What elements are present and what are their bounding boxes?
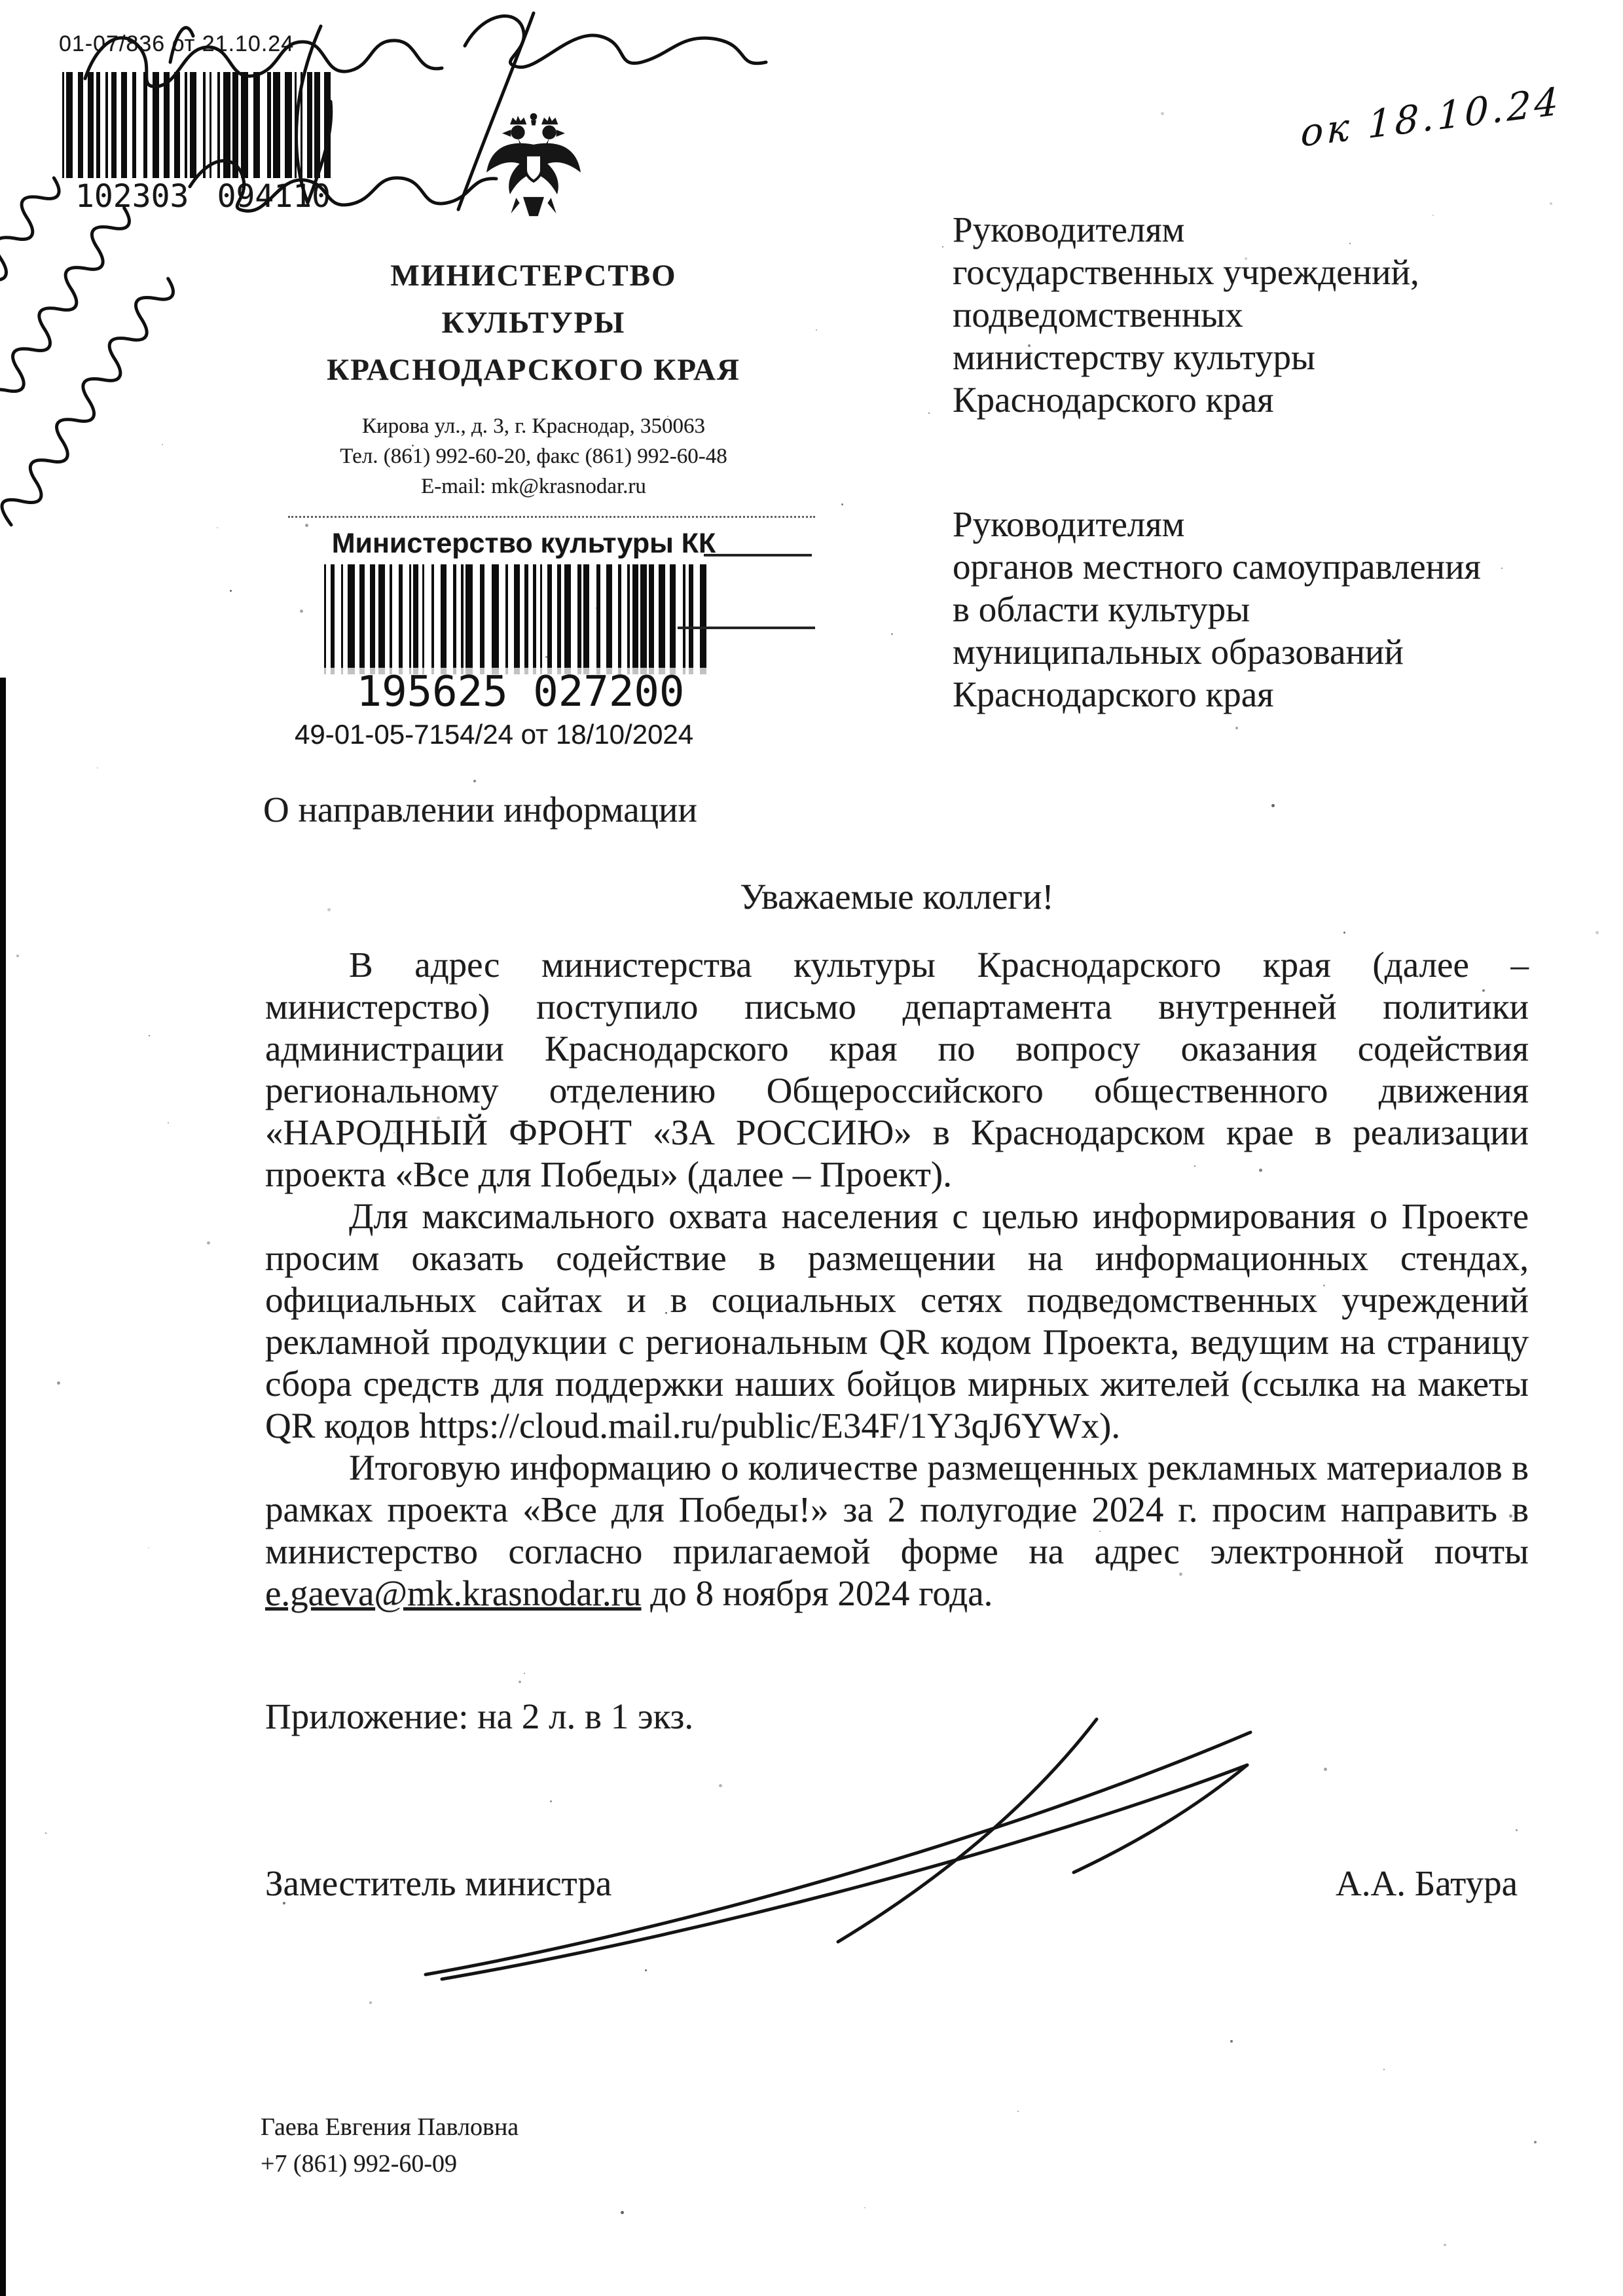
fill-in-line	[704, 554, 812, 556]
reg-stamp-barcode	[324, 564, 717, 674]
letter-body	[265, 944, 1529, 1614]
fill-in-line	[678, 627, 815, 629]
divider-dotted-line	[288, 516, 815, 518]
barcode-number-right: 094110	[217, 178, 331, 215]
paragraph-3	[265, 1447, 1529, 1614]
paragraph-1: В адрес министерства культуры Краснодарского края (далее – министерство) поступило письмо департамента внутренней политики администрации Краснодарского края по вопросу оказания содействия региональному отделению Общероссийского общественного движения «НАРОДНЫЙ ФРОНТ «ЗА РОССИЮ» в Краснодарском крае в реализации проекта «Все для Победы» (далее – Проект).	[265, 945, 1529, 1194]
recipient-block-2	[953, 503, 1555, 716]
reg-stamp-barcode-number: 195625 027200	[324, 668, 717, 716]
signer-name: А.А. Батура	[1336, 1863, 1518, 1903]
email-address: e.gaeva@mk.krasnodar.ru	[265, 1573, 642, 1613]
salutation: Уважаемые коллеги!	[740, 877, 1054, 917]
contact-phone: +7 (861) 992-60-09	[261, 2150, 458, 2178]
incoming-reg-number: 01-07/836 от 21.10.24	[59, 31, 295, 56]
recipient-line: Краснодарского края	[953, 674, 1274, 714]
scan-edge-artifact	[0, 678, 6, 2296]
outgoing-ref-number: 49-01-05-7154/24 от 18/10/2024	[295, 719, 694, 750]
recipient-line: Руководителям	[953, 504, 1185, 544]
paragraph-3-text: до 8 ноября 2024 года.	[641, 1573, 993, 1613]
recipient-line: министерству культуры	[953, 337, 1315, 377]
recipient-line: государственных учреждений,	[953, 252, 1419, 292]
letterhead-address: Кирова ул., д. 3, г. Краснодар, 350063	[361, 414, 706, 438]
ministry-name-line3: КРАСНОДАРСКОГО КРАЯ	[327, 353, 740, 387]
signer-position: Заместитель министра	[265, 1863, 612, 1903]
paragraph-3-text: Итоговую информацию о количестве размещенных рекламных материалов в рамках проекта «Все для Победы!» за 2 полугодие 2024 г. просим направить в министерство согласно прилагаемой форме на адрес электронной почты	[265, 1448, 1529, 1571]
ministry-name-line1: МИНИСТЕРСТВО	[390, 259, 677, 293]
recipient-line: подведомственных	[953, 295, 1243, 335]
letterhead-contacts	[262, 411, 805, 501]
handwritten-margin-note	[7, 167, 295, 658]
handwritten-date-note: ок 18.10.24	[1300, 79, 1562, 156]
recipient-line: Краснодарского края	[953, 380, 1274, 420]
paragraph-2: Для максимального охвата населения с целью информирования о Проекте просим оказать содействие в размещении на информационных стендах, официальных сайтах и в социальных сетях подведомственных учреждений рекламной продукции с региональным QR кодом Проекта, ведущим на страницу сбора средств для поддержки наших бойцов мирных жителей (ссылка на макеты QR кодов https://cloud.mail.ru/public/E34F/1Y3qJ6YWx).	[265, 1196, 1529, 1446]
recipient-line: муниципальных образований	[953, 632, 1404, 672]
ministry-name-line2: КУЛЬТУРЫ	[441, 306, 626, 340]
letterhead-phone: Тел. (861) 992-60-20, факс (861) 992-60-48	[340, 445, 727, 468]
reg-stamp-label: Министерство культуры КК	[331, 528, 716, 559]
barcode-number-left: 102303	[75, 178, 189, 215]
signature-stroke	[380, 1701, 1427, 1995]
coat-of-arms	[481, 108, 586, 229]
subject-line: О направлении информации	[263, 790, 697, 829]
recipient-line: Руководителям	[953, 210, 1185, 249]
recipient-line: органов местного самоуправления	[953, 547, 1481, 587]
letterhead-email: E-mail: mk@krasnodar.ru	[421, 475, 646, 498]
recipient-block-1	[953, 208, 1555, 421]
recipient-line: в области культуры	[953, 589, 1250, 629]
attachment-note: Приложение: на 2 л. в 1 экз.	[265, 1696, 694, 1736]
ministry-name	[262, 252, 805, 393]
contact-person: Гаева Евгения Павловна	[261, 2113, 519, 2141]
